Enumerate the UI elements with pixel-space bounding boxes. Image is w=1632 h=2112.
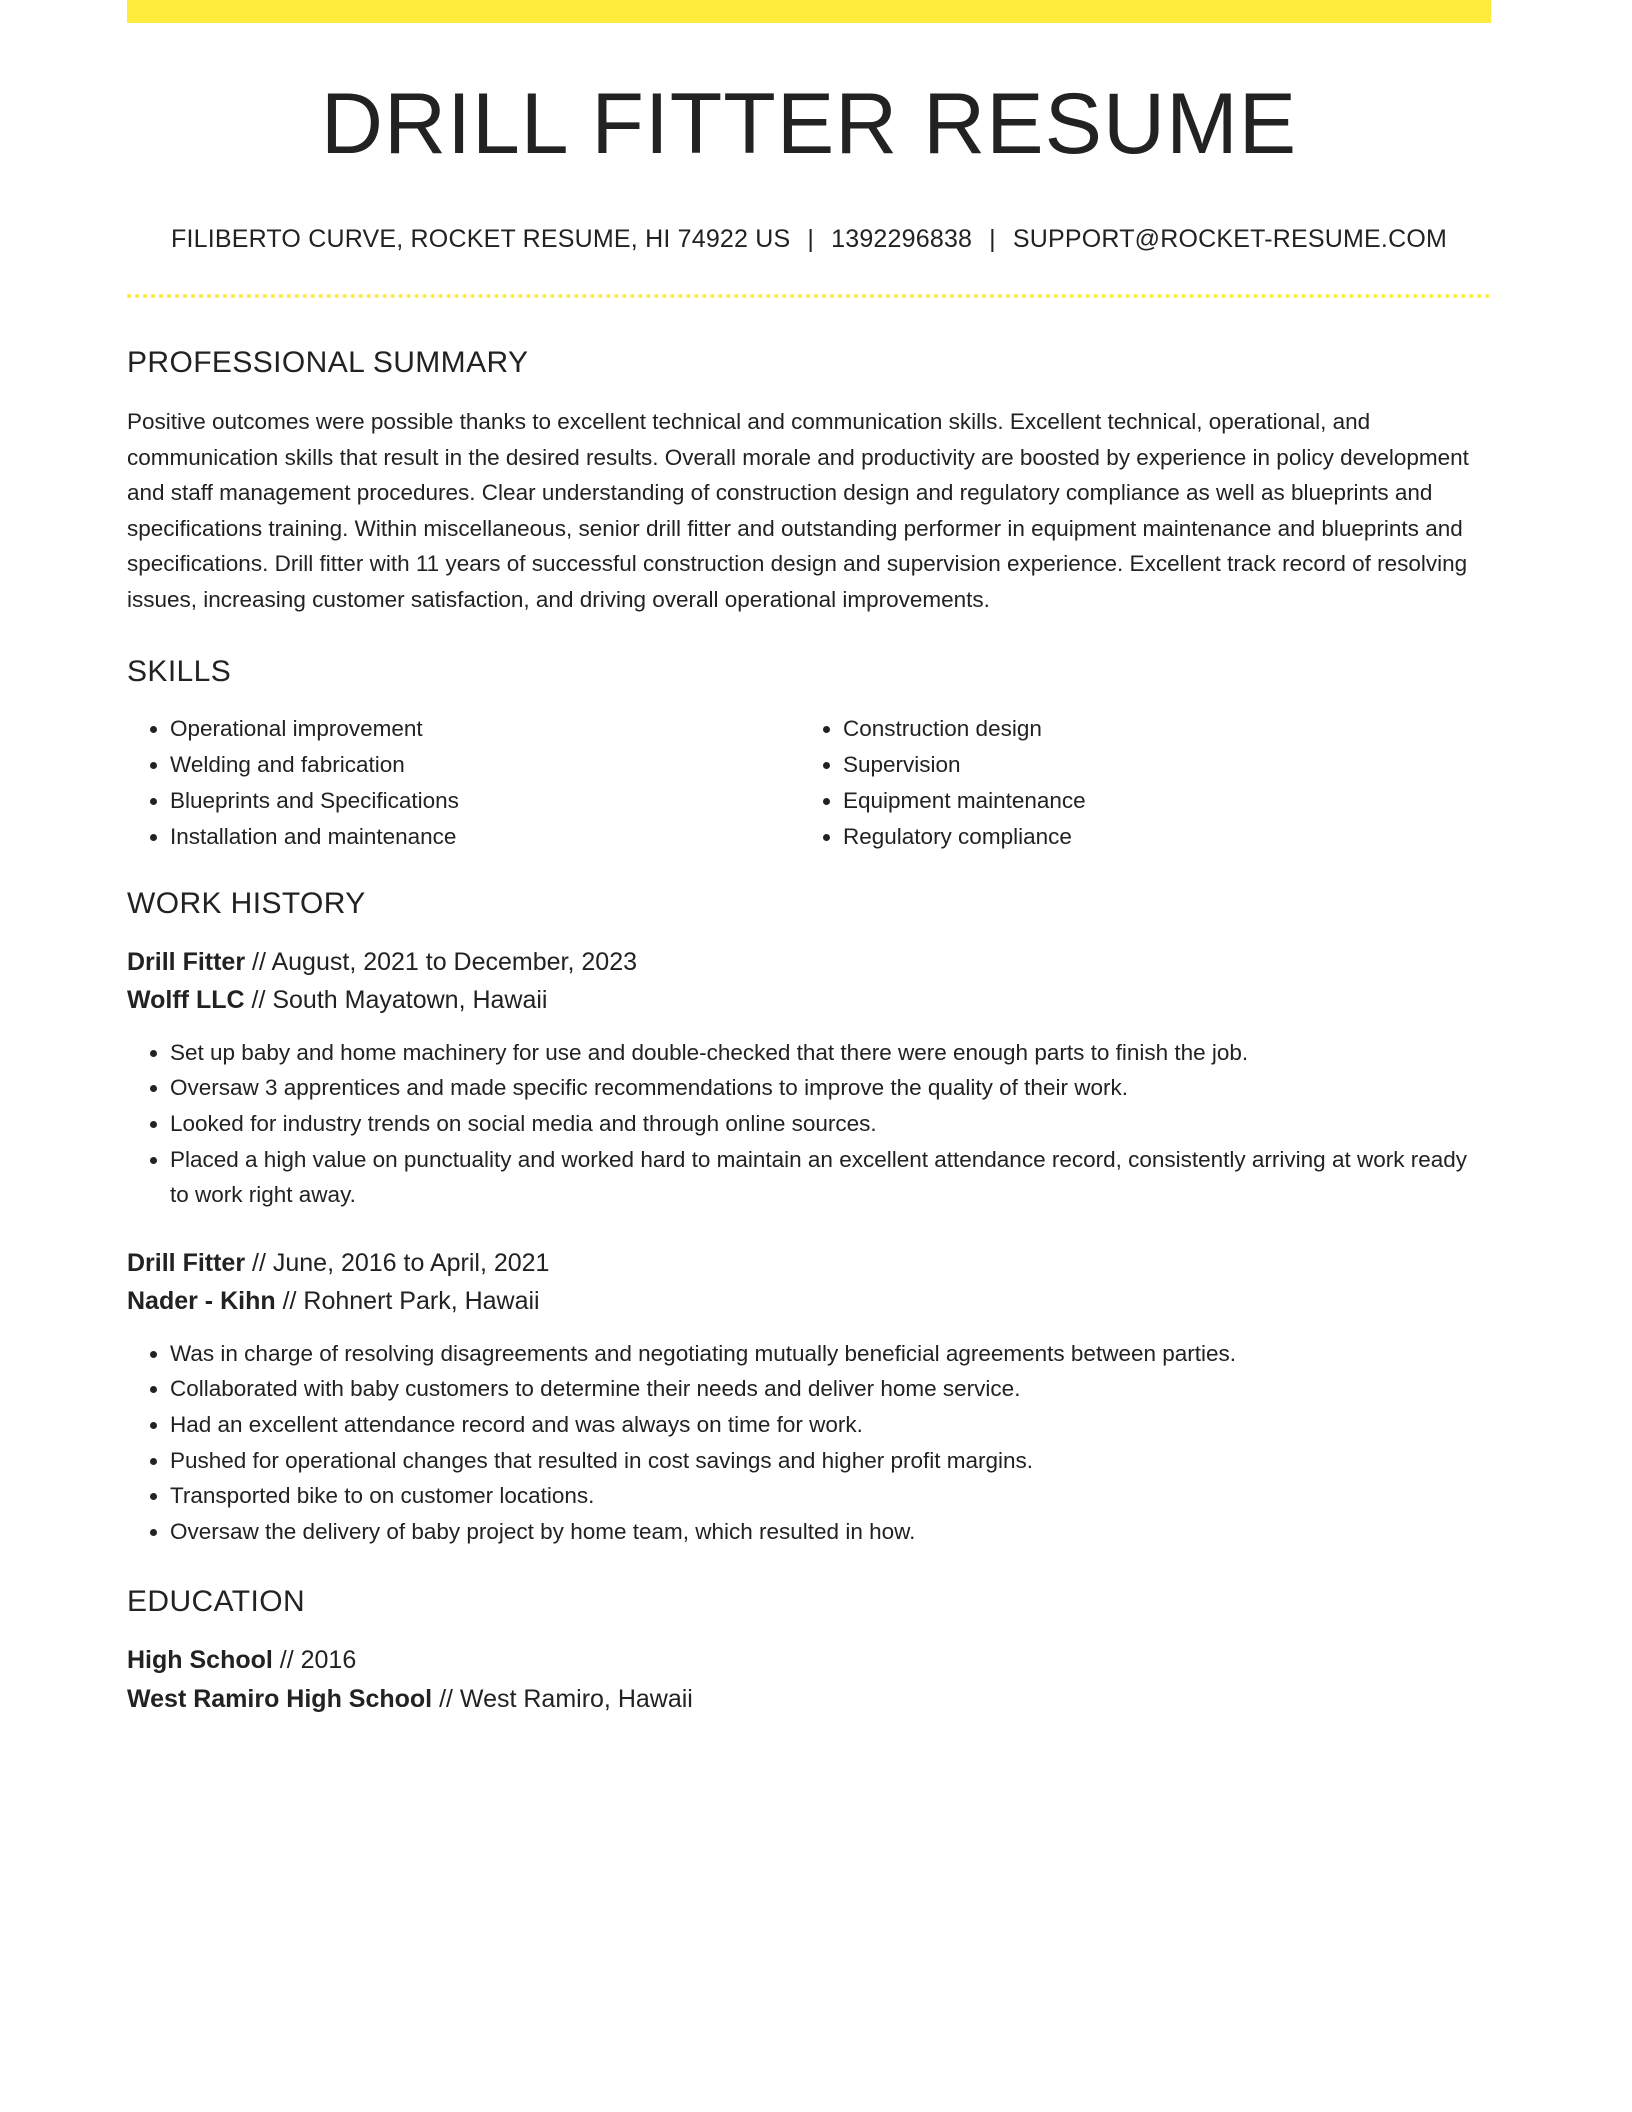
job-company: Wolff LLC <box>127 986 245 1015</box>
education-location: // West Ramiro, Hawaii <box>432 1684 693 1713</box>
job-location: // Rohnert Park, Hawaii <box>275 1287 540 1316</box>
accent-bar <box>127 0 1491 23</box>
resume-page <box>127 0 1491 1718</box>
job-bullet: • Set up baby and home machinery for use and double-checked that there were enough parts to finish the job. <box>170 1035 1491 1071</box>
contact-line <box>127 227 1491 252</box>
skill-item: • Supervision <box>843 747 1473 783</box>
section-title-skills: SKILLS <box>127 654 232 688</box>
skill-item: • Equipment maintenance <box>843 783 1473 819</box>
job-location: // South Mayatown, Hawaii <box>244 986 548 1015</box>
resume-title: DRILL FITTER RESUME <box>320 76 1298 172</box>
job-company-line <box>127 1282 1491 1321</box>
section-title-education: EDUCATION <box>127 1585 306 1619</box>
job-bullet: • Had an excellent attendance record and was always on time for work. <box>170 1407 1491 1443</box>
job-bullets <box>127 1336 1491 1550</box>
skill-item: • Welding and fabrication <box>170 747 800 783</box>
job-dates: // August, 2021 to December, 2023 <box>245 947 638 976</box>
job-role-line <box>127 943 1491 982</box>
address: FILIBERTO CURVE, ROCKET RESUME, HI 74922 US <box>170 225 791 253</box>
education-degree-line <box>127 1641 1491 1680</box>
job-role-line <box>127 1244 1491 1283</box>
skills-list <box>127 711 1491 856</box>
email: SUPPORT@ROCKET-RESUME.COM <box>1012 225 1448 253</box>
dotted-divider <box>127 294 1491 298</box>
job-header <box>127 943 1491 1020</box>
job-bullet: • Oversaw the delivery of baby project by home team, which resulted in how. <box>170 1514 1491 1550</box>
skill-item: • Regulatory compliance <box>843 819 1473 855</box>
job-bullet: • Pushed for operational changes that resulted in cost savings and higher profit margins. <box>170 1443 1491 1479</box>
job-bullet: • Collaborated with baby customers to determine their needs and deliver home service. <box>170 1371 1491 1407</box>
separator: | <box>807 225 815 253</box>
job-company: Nader - Kihn <box>127 1287 276 1316</box>
skills-column-left <box>127 711 800 856</box>
skills-column-right <box>800 711 1473 856</box>
skill-item: • Operational improvement <box>170 711 800 747</box>
section-title-summary: PROFESSIONAL SUMMARY <box>127 346 529 379</box>
job-bullet: • Oversaw 3 apprentices and made specific recommendations to improve the quality of their work. <box>170 1070 1491 1106</box>
skill-item: • Blueprints and Specifications <box>170 783 800 819</box>
job-bullet: • Transported bike to on customer locations. <box>170 1478 1491 1514</box>
skill-item: • Installation and maintenance <box>170 819 800 855</box>
education-year: // 2016 <box>272 1646 357 1675</box>
job-role: Drill Fitter <box>127 1248 246 1277</box>
job-company-line <box>127 981 1491 1020</box>
phone: 1392296838 <box>831 225 973 253</box>
separator: | <box>989 225 996 253</box>
education-school: West Ramiro High School <box>127 1684 433 1713</box>
education-school-line <box>127 1680 1491 1719</box>
job-dates: // June, 2016 to April, 2021 <box>245 1248 550 1277</box>
education-degree: High School <box>127 1646 273 1675</box>
job-bullet: • Was in charge of resolving disagreements and negotiating mutually beneficial agreements between parties. <box>170 1336 1491 1372</box>
skill-item: • Construction design <box>843 711 1473 747</box>
job-bullets <box>127 1035 1491 1213</box>
job-header <box>127 1244 1491 1321</box>
job-role: Drill Fitter <box>127 947 246 976</box>
job-bullet: • Looked for industry trends on social media and through online sources. <box>170 1106 1491 1142</box>
job-bullet: • Placed a high value on punctuality and worked hard to maintain an excellent attendance record, consistently arriving at work ready to work right away. <box>170 1142 1491 1213</box>
education-entry <box>127 1641 1491 1718</box>
section-title-work-history: WORK HISTORY <box>127 886 366 920</box>
summary-text: Positive outcomes were possible thanks to excellent technical and communication skills. Excellent technical, operational, and communication skills that result in the desired results. Overall morale and productivity are boosted by experience in policy development and staff management procedures. Clear understanding of construction design and regulatory compliance as well as blueprints and specifications training. Within miscellaneous, senior drill fitter and outstanding performer in equipment maintenance and blueprints and specifications. Drill fitter with 11 years of successful construction design and supervision experience. Excellent track record of resolving issues, increasing customer satisfaction, and driving overall operational improvements. <box>127 409 1469 612</box>
